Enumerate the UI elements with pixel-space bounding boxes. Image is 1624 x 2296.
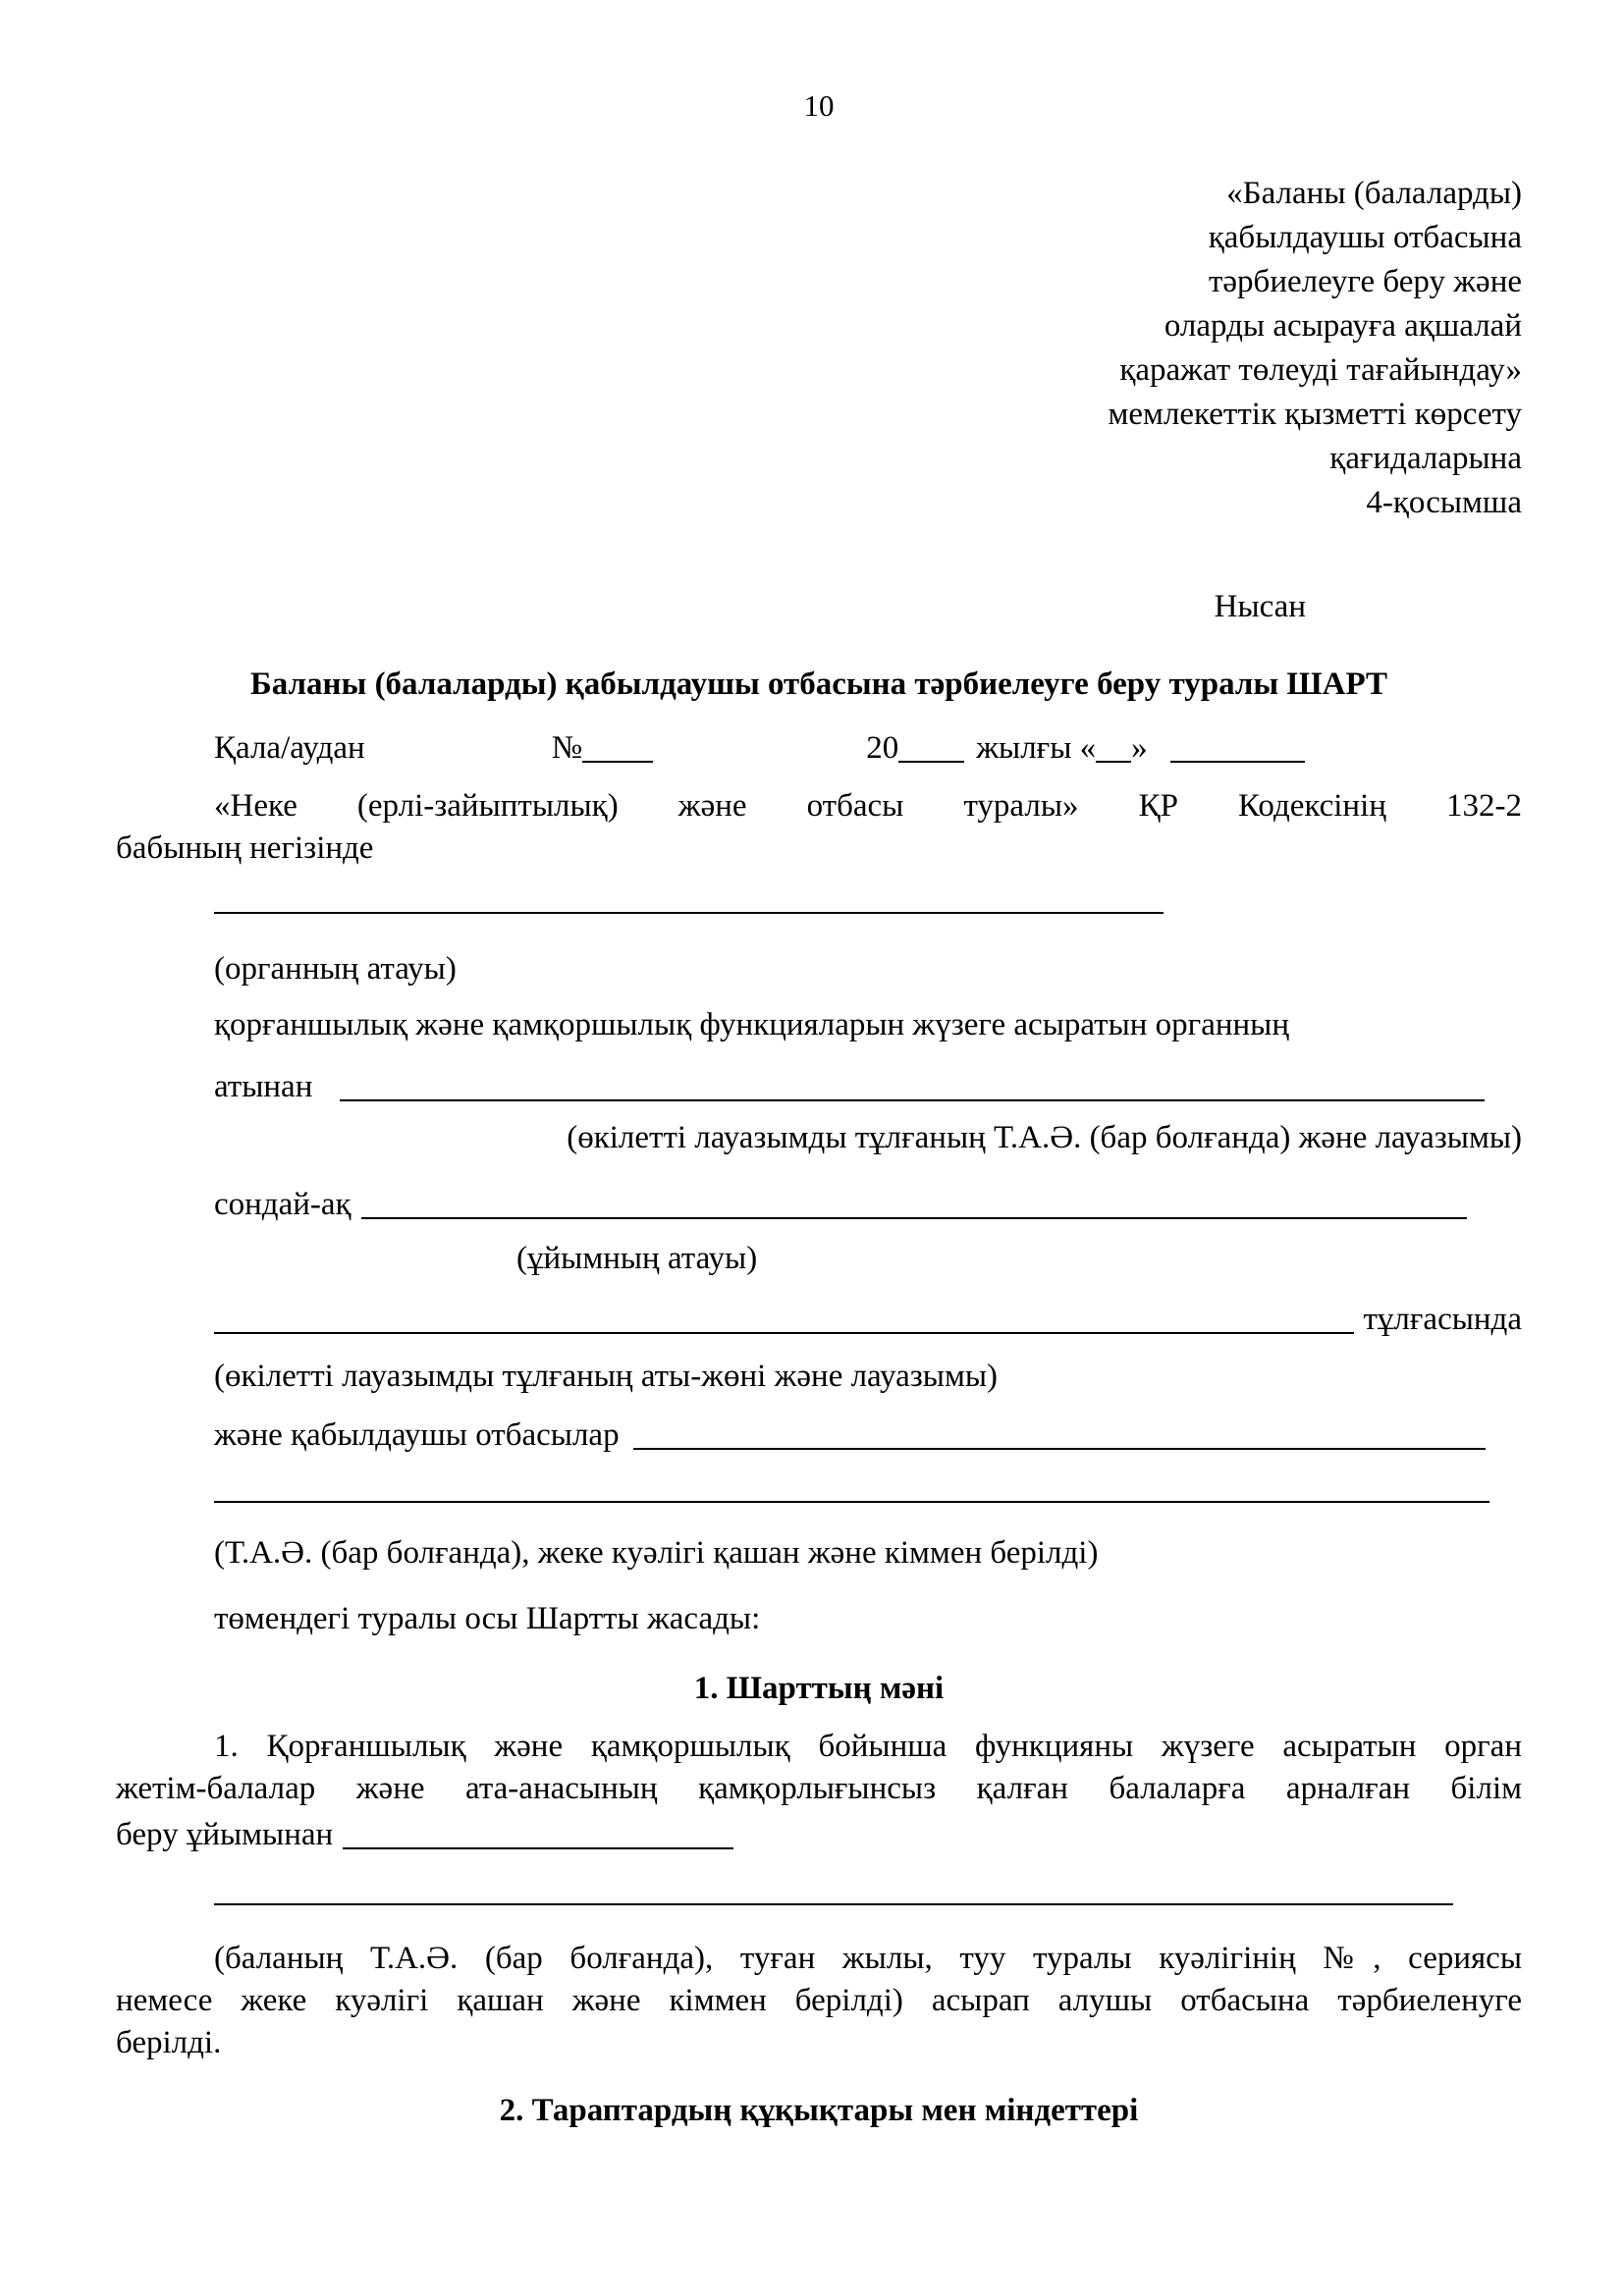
education-org-label: беру ұйымынан [116,1817,334,1852]
quote-close: » [1131,730,1148,766]
city-district-label: Қала/аудан [214,730,365,766]
id-issue-caption: (Т.А.Ә. (бар болғанда), жеке куәлігі қашан және кіммен берілді) [214,1535,1099,1571]
year-blank [898,728,964,763]
appendix-note [116,172,1522,525]
year-label: жылғы « [976,730,1097,766]
appendix-note-line: мемлекеттік қызметті көрсету [1108,397,1522,432]
section-1-heading: 1. Шарттың мәні [693,1671,945,1706]
contract-number-blank [582,728,653,763]
legal-basis-line-1: «Неке (ерлі-зайыптылық) және отбасы туралы» ҚР Кодексінің 132-2 [214,788,1522,824]
also-label: сондай-ақ [214,1187,352,1222]
child-info-line-1: (баланың Т.А.Ә. (бар болғанда), туған жылы, туу туралы куәлігінің №, сериясы [214,1941,1522,1976]
foster-family-blank-line [214,1466,1489,1503]
foster-family-blank [633,1448,1486,1450]
appendix-note-line: тәрбиелеуге беру және [1208,264,1522,299]
organ-name-blank-line [214,877,1164,914]
also-blank [361,1217,1467,1219]
date-blank [1170,728,1305,763]
child-info-line-3: берілді. [116,2025,222,2060]
subject-paragraph [116,1726,1522,1856]
organ-name-caption: (органның атауы) [214,951,457,987]
foster-family-label: және қабылдаушы отбасылар [214,1417,620,1453]
guardianship-function-line: қорғаншылық және қамқоршылық функцияларын жүзеге асыратын органның [214,1007,1290,1042]
subject-paragraph-line-2: жетім-балалар және ата-анасының қамқорлығынсыз қалған балаларға арналған білім [116,1771,1522,1806]
on-behalf-blank [340,1099,1485,1101]
appendix-note-line: қағидаларына [1329,441,1522,476]
contract-number-label: № [551,730,583,766]
education-org-blank [343,1815,733,1849]
on-behalf-label: атынан [214,1069,313,1104]
day-blank [1096,728,1131,763]
foster-family-line [116,1415,1522,1457]
on-behalf-line [116,1066,1522,1108]
appendix-note-line: қабылдаушы отбасына [1208,220,1522,255]
appendix-note-line: «Баланы (балаларды) [1226,176,1522,211]
contract-title: Баланы (балаларды) қабылдаушы отбасына тәрбиелеуге беру туралы ШАРТ [249,667,1388,702]
city-number-date-line [116,723,1522,770]
also-line [116,1184,1522,1226]
subject-paragraph-line-3 [116,1810,1522,1856]
official-name-caption: (өкілетті лауазымды тұлғаның Т.А.Ә. (бар болғанда) және лауазымы) [567,1120,1522,1155]
appendix-note-line: оларды асырауға ақшалай [1164,308,1522,344]
appendix-note-line: қаражат төлеуді тағайындау» [1119,352,1522,388]
person-blank [214,1332,1354,1334]
section-2-heading: 2. Тараптардың құқықтары мен міндеттері [499,2093,1139,2128]
conclusion-line: төмендегі туралы осы Шартты жасады: [214,1601,761,1636]
appendix-note-line: 4-қосымша [1366,485,1522,520]
legal-basis-line-2: бабының негізінде [116,830,374,866]
page-number: 10 [803,88,835,123]
child-info-paragraph [116,1938,1522,2064]
subject-paragraph-line-1: 1. Қорғаншылық және қамқоршылық бойынша функцияны жүзеге асыратын орган [214,1729,1522,1764]
person-line [116,1299,1522,1341]
organization-name-caption: (ұйымның атауы) [516,1241,758,1276]
year-prefix: 20 [866,730,899,766]
child-info-line-2: немесе жеке куәлігі қашан және кіммен берілді) асырап алушы отбасына тәрбиеленуге [116,1983,1522,2018]
official-name-caption-2: (өкілетті лауазымды тұлғаның аты-жөні және лауазымы) [214,1359,998,1394]
person-suffix-label: тұлғасында [1363,1302,1522,1337]
form-type-label: Нысан [1214,589,1306,624]
child-info-blank-line [214,1868,1453,1905]
